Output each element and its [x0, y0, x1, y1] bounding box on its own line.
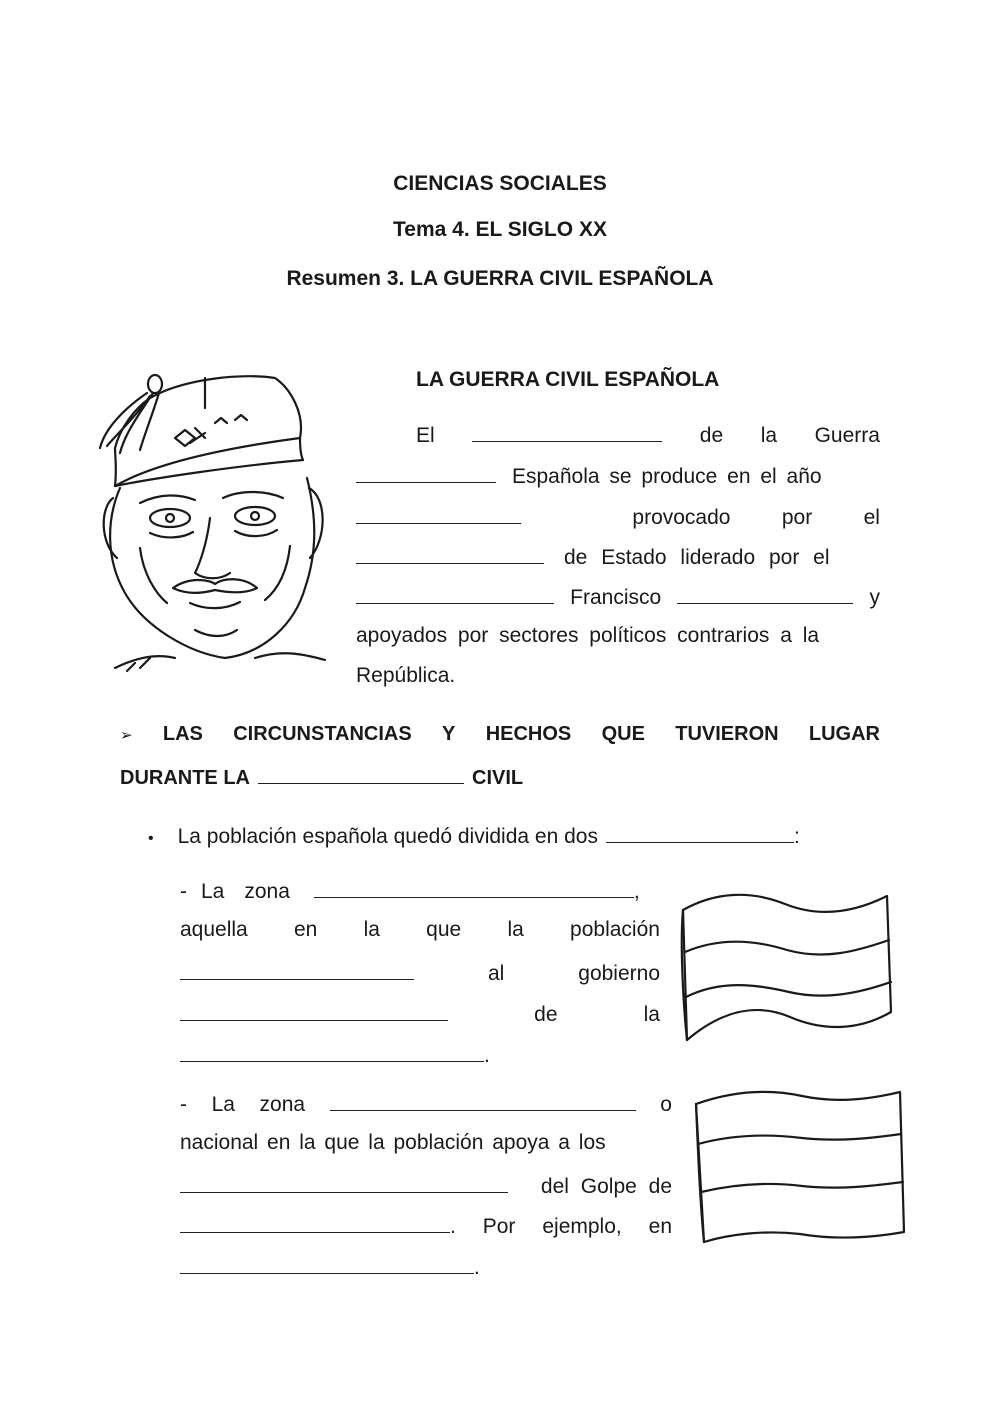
- word: HECHOS: [485, 723, 572, 745]
- fill-blank[interactable]: [314, 877, 634, 898]
- fill-blank[interactable]: [472, 421, 662, 442]
- word: provocado: [632, 506, 731, 529]
- intro-text: República.: [356, 664, 456, 687]
- word: -: [180, 1093, 187, 1116]
- intro-line-7: [356, 664, 880, 692]
- word: La: [201, 880, 225, 903]
- word: de: [534, 1003, 558, 1026]
- word: LAS: [162, 723, 203, 745]
- word: al: [487, 962, 505, 985]
- fill-blank[interactable]: [180, 1041, 484, 1062]
- intro-text: de Estado liderado por el: [564, 546, 830, 569]
- word: la: [643, 1003, 660, 1026]
- intro-line-6: [356, 624, 880, 652]
- arrow-bullet-icon: ➢: [120, 727, 133, 744]
- flag-icon: [690, 1082, 912, 1247]
- word: zona: [259, 1093, 306, 1116]
- intro-text: Española se produce en el año: [512, 465, 822, 488]
- word: -: [180, 880, 187, 903]
- word: CIVIL: [472, 767, 524, 789]
- punctuation: .: [484, 1044, 490, 1067]
- word: la: [507, 918, 524, 941]
- intro-line-3: [356, 503, 880, 531]
- word: el: [863, 506, 880, 529]
- fill-blank[interactable]: [677, 583, 853, 604]
- intro-line-5: [356, 583, 880, 611]
- word: Por: [482, 1215, 516, 1238]
- zone1-line-2: [180, 918, 660, 946]
- word: Guerra: [814, 424, 880, 447]
- word: Francisco: [570, 586, 662, 609]
- word: TUVIERON: [675, 723, 779, 745]
- bullet-line: [148, 822, 868, 850]
- bullet-text: La población española quedó dividida en dos: [177, 825, 598, 848]
- zone2-line-5: [180, 1253, 672, 1281]
- word: El: [416, 424, 435, 447]
- zone2-line-1: [180, 1090, 672, 1118]
- intro-line-1: [356, 421, 880, 449]
- punctuation: ,: [633, 880, 640, 903]
- word: en: [648, 1215, 672, 1238]
- zone2-line-4: [180, 1212, 672, 1240]
- word: por: [781, 506, 813, 529]
- fill-blank[interactable]: [180, 1172, 508, 1193]
- word: de: [699, 424, 724, 447]
- fill-blank[interactable]: [180, 1212, 450, 1233]
- fill-blank[interactable]: [356, 543, 544, 564]
- word: aquella: [180, 918, 248, 941]
- worksheet-subject: CIENCIAS SOCIALES: [393, 172, 607, 195]
- bullet-icon: •: [148, 830, 154, 847]
- fill-blank[interactable]: [356, 462, 496, 483]
- punctuation: .: [474, 1256, 480, 1279]
- word: la: [363, 918, 380, 941]
- word: Y: [442, 723, 456, 745]
- intro-line-4: [356, 543, 880, 571]
- worksheet-topic: Tema 4. EL SIGLO XX: [393, 218, 607, 241]
- blank-group: [180, 1212, 456, 1239]
- word: La: [211, 1093, 235, 1116]
- fill-blank[interactable]: [180, 1000, 448, 1021]
- word: y: [869, 586, 880, 609]
- word: población: [570, 918, 660, 941]
- fill-blank[interactable]: [258, 763, 464, 784]
- fill-blank[interactable]: [180, 959, 414, 980]
- zone2-line-2: [180, 1131, 672, 1159]
- zone2-line-3: [180, 1172, 672, 1200]
- section-heading-line-2: [120, 763, 620, 791]
- zone1-line-1: [180, 877, 660, 905]
- portrait-sketch-icon: [95, 368, 335, 688]
- flag-icon: [675, 882, 897, 1047]
- intro-heading: LA GUERRA CIVIL ESPAÑOLA: [416, 368, 720, 391]
- intro-text: apoyados por sectores políticos contrarios a la: [356, 624, 820, 647]
- word: o: [660, 1093, 672, 1116]
- zone2-text: nacional en la que la población apoya a los: [180, 1131, 606, 1154]
- word: ejemplo,: [542, 1215, 622, 1238]
- worksheet-summary-title: Resumen 3. LA GUERRA CIVIL ESPAÑOLA: [286, 267, 714, 290]
- zone2-text: del Golpe de: [540, 1175, 672, 1198]
- zone1-line-4: [180, 1000, 660, 1028]
- punctuation: :: [793, 825, 800, 848]
- zone1-line-5: [180, 1041, 660, 1069]
- word: en: [293, 918, 318, 941]
- fill-blank[interactable]: [606, 822, 794, 843]
- fill-blank[interactable]: [180, 1253, 474, 1274]
- fill-blank[interactable]: [330, 1090, 636, 1111]
- intro-line-2: [356, 462, 880, 490]
- word: QUE: [601, 723, 645, 745]
- word: zona: [244, 880, 290, 903]
- word: LUGAR: [808, 723, 880, 745]
- fill-blank[interactable]: [356, 503, 521, 524]
- punctuation: .: [450, 1215, 456, 1238]
- word: gobierno: [578, 962, 660, 985]
- word: CIRCUNSTANCIAS: [233, 723, 412, 745]
- fill-blank[interactable]: [356, 583, 554, 604]
- zone1-line-3: [180, 959, 660, 987]
- word: que: [426, 918, 462, 941]
- word: DURANTE LA: [120, 767, 250, 789]
- word: la: [760, 424, 778, 447]
- section-heading-line-1: [120, 723, 880, 751]
